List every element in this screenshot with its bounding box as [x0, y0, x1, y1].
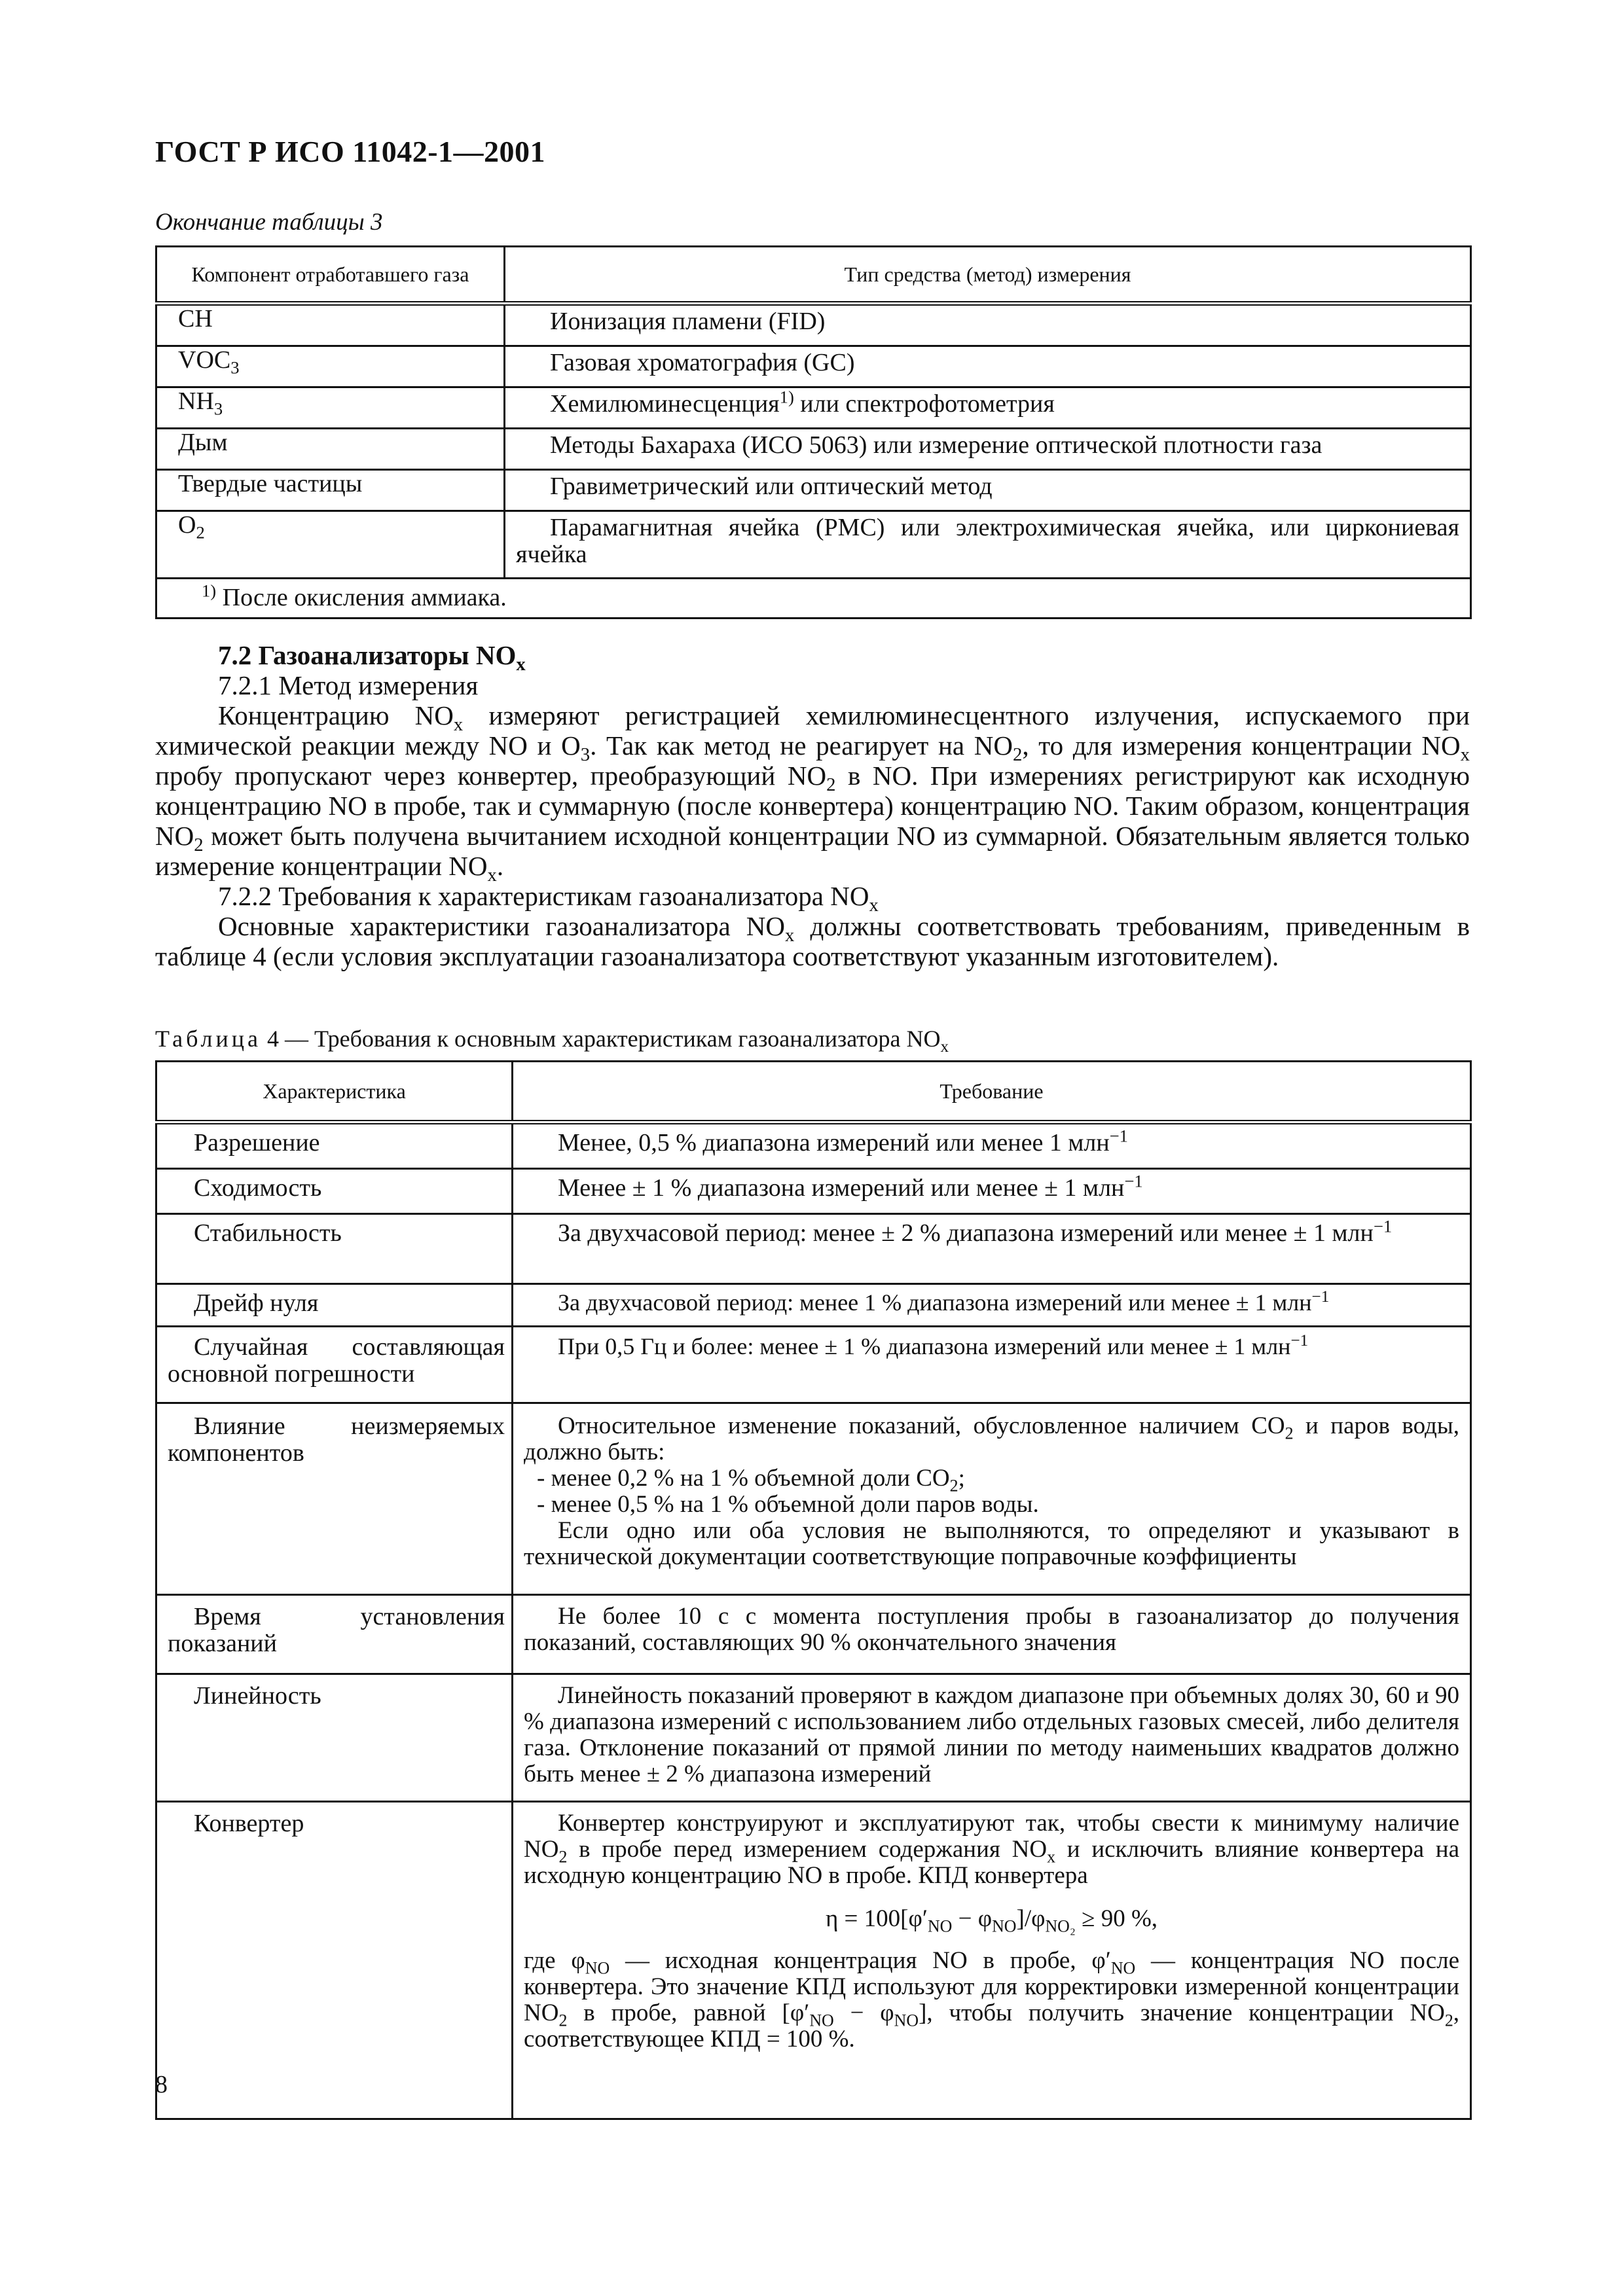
characteristic-cell: Влияние неизмеряемых компонентов [156, 1403, 513, 1595]
table-row [156, 1674, 1471, 1802]
paragraph-requirements: Основные характеристики газоанализатора $NO_x$ должны соответствовать требованиям, приведенным в таблице 4 (если условия эксплуатации газоанализатора соответствуют указанным изготовителем). [155, 911, 1470, 971]
characteristic-cell: Время установления показаний [156, 1595, 513, 1674]
table3-caption: Окончание таблицы 3 [155, 209, 383, 236]
requirement-line: Если одно или оба условия не выполняются, то определяют и указывают в технической документации соответствующие поправочные коэффициенты [524, 1516, 1459, 1570]
method-cell: Хемилюминесценция$^{1)}$ или спектрофотометрия [505, 387, 1471, 429]
method-cell: Газовая хроматография (GC) [505, 346, 1471, 387]
requirement-cell: За двухчасовой период: менее ± 2 % диапазона измерений или менее ± 1 млн$^{-1}$ [513, 1214, 1471, 1284]
requirement-line: Относительное изменение показаний, обусловленное наличием $CO_2$ и паров воды, должно быть: [524, 1412, 1459, 1465]
table3-header-row [156, 247, 1471, 304]
component-cell: $O_2$ [156, 511, 505, 579]
table3-col1-header: Компонент отработавшего газа [156, 247, 505, 304]
table3-footnote-row [156, 579, 1471, 619]
table-row [156, 511, 1471, 579]
paragraph-method: Концентрацию $NO_x$ измеряют регистрацией хемилюминесцентного излучения, испускаемого при химической реакции между NO и $O_3$. Так как метод не реагирует на $NO_2$, то для измерения концентрации $NO_x$ пробу пропускают через конвертер, преобразующий $NO_2$ в NO. При измерениях регистрируют как исходную концентрацию NO в пробе, так и суммарную (после конвертера) концентрацию NO. Таким образом, концентрация $NO_2$ может быть получена вычитанием исходной концентрации NO из суммарной. Обязательным является только измерение концентрации $NO_x$. [155, 700, 1470, 886]
page-number: 8 [155, 2071, 168, 2098]
requirement-line: - менее 0,2 % на 1 % объемной доли $CO_2$; [537, 1464, 965, 1496]
requirement-cell: Не более 10 с с момента поступления пробы в газоанализатор до получения показаний, составляющих 90 % окончательного значения [513, 1595, 1471, 1674]
table-row [156, 470, 1471, 511]
method-cell: Парамагнитная ячейка (PMC) или электрохимическая ячейка, или циркониевая ячейка [505, 511, 1471, 579]
table4-caption: Таблица 4 — Требования к основным характеристикам газоанализатора $NO_x$ [155, 1026, 949, 1056]
requirement-line: где $\varphi_{NO}$ — исходная концентрация NO в пробе, $\varphi'_{NO}$ — концентрация NO после конвертера. Это значение КПД используют для корректировки измеренной концентрации $NO_2$ в пробе, равной $[\varphi'_{NO} - \varphi_{NO}]$, чтобы получить значение концентрации $NO_2$, соответствующее КПД = 100 %. [524, 1946, 1460, 2053]
requirement-cell [513, 1802, 1471, 2119]
section-heading: 7.2 Газоанализаторы $NO_x$ [218, 640, 526, 675]
characteristic-cell: Сходимость [156, 1169, 513, 1214]
characteristic-cell: Стабильность [156, 1214, 513, 1284]
characteristic-cell: Разрешение [156, 1122, 513, 1169]
table-row [156, 1284, 1471, 1327]
efficiency-formula: $\eta = 100[\varphi'_{NO} - \varphi_{NO}]/\varphi_{NO_2} \ge 90$ %, [825, 1905, 1158, 1936]
requirement-cell: Менее ± 1 % диапазона измерений или менее ± 1 млн$^{-1}$ [513, 1169, 1471, 1214]
requirement-cell: Линейность показаний проверяют в каждом диапазоне при объемных долях 30, 60 и 90 % диапазона измерений с использованием либо отдельных газовых смесей, либо делителя газа. Отклонение показаний от прямой линии по методу наименьших квадратов должно быть менее ± 2 % диапазона измерений [513, 1674, 1471, 1802]
subsection-heading-7-2-2: 7.2.2 Требования к характеристикам газоанализатора $NO_x$ [218, 881, 879, 916]
method-cell: Гравиметрический или оптический метод [505, 470, 1471, 511]
table4 [155, 1060, 1472, 2120]
table4-col1-header: Характеристика [156, 1062, 513, 1122]
table-row [156, 1802, 1471, 2119]
requirement-line: - менее 0,5 % на 1 % объемной доли паров воды. [537, 1490, 1039, 1518]
table-row [156, 387, 1471, 429]
table-row [156, 1403, 1471, 1595]
table-row [156, 1122, 1471, 1169]
table-row [156, 429, 1471, 470]
subsection-heading-7-2-1: 7.2.1 Метод измерения [218, 670, 479, 700]
characteristic-cell: Конвертер [156, 1802, 513, 2119]
table-row [156, 1169, 1471, 1214]
component-cell: Дым [156, 429, 505, 470]
requirement-cell: При 0,5 Гц и более: менее ± 1 % диапазона измерений или менее ± 1 млн$^{-1}$ [513, 1327, 1471, 1403]
method-cell: Методы Бахараха (ИСО 5063) или измерение оптической плотности газа [505, 429, 1471, 470]
method-cell: Ионизация пламени (FID) [505, 304, 1471, 346]
requirement-cell [513, 1403, 1471, 1595]
component-cell: Твердые частицы [156, 470, 505, 511]
requirement-cell: За двухчасовой период: менее 1 % диапазона измерений или менее ± 1 млн$^{-1}$ [513, 1284, 1471, 1327]
table-row [156, 1595, 1471, 1674]
table-row [156, 346, 1471, 387]
table3-footnote: $^{1)}$ После окисления аммиака. [156, 579, 1471, 619]
component-cell: CH [156, 304, 505, 346]
component-cell: $NH_3$ [156, 387, 505, 429]
table4-header-row [156, 1062, 1471, 1122]
table-row [156, 304, 1471, 346]
component-cell: $VOC_3$ [156, 346, 505, 387]
table4-col2-header: Требование [513, 1062, 1471, 1122]
characteristic-cell: Линейность [156, 1674, 513, 1802]
characteristic-cell: Дрейф нуля [156, 1284, 513, 1327]
requirement-line: Конвертер конструируют и эксплуатируют так, чтобы свести к минимуму наличие $NO_2$ в пробе перед измерением содержания $NO_x$ и исключить влияние конвертера на исходную концентрацию NO в пробе. КПД конвертера [524, 1810, 1459, 1889]
document-header: ГОСТ Р ИСО 11042-1—2001 [155, 135, 546, 168]
table-row [156, 1214, 1471, 1284]
table3 [155, 245, 1472, 619]
table3-col2-header: Тип средства (метод) измерения [505, 247, 1471, 304]
requirement-cell: Менее, 0,5 % диапазона измерений или менее 1 млн$^{-1}$ [513, 1122, 1471, 1169]
table-row [156, 1327, 1471, 1403]
section-7-2 [155, 640, 1470, 971]
characteristic-cell: Случайная составляющая основной погрешности [156, 1327, 513, 1403]
